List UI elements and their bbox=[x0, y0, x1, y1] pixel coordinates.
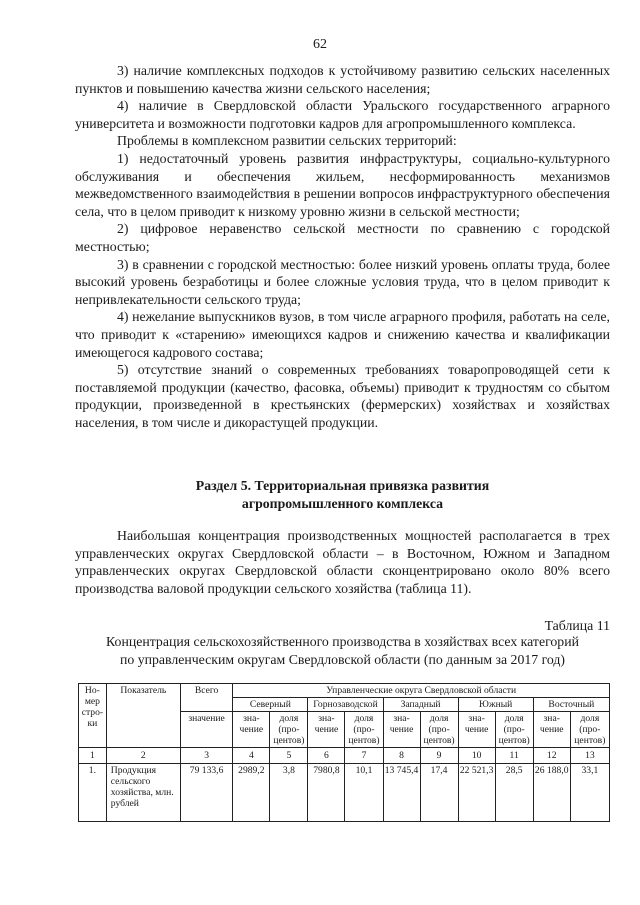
header-districts-group: Управленческие округа Свердловской области bbox=[233, 684, 610, 698]
cell-value: 22 521,3 bbox=[458, 764, 495, 822]
header-share: доля (про-центов) bbox=[570, 712, 609, 748]
row-indicator: Продукция сельского хозяйства, млн. рублей bbox=[106, 764, 180, 822]
paragraph: 2) цифровое неравенство сельской местности по сравнению с городской местностью; bbox=[75, 221, 610, 254]
header-total: Всего bbox=[180, 684, 232, 712]
table-title-line: по управленческим округам Свердловской области (по данным за 2017 год) bbox=[119, 651, 566, 667]
header-share: доля (про-центов) bbox=[270, 712, 308, 748]
table-row bbox=[79, 764, 610, 822]
page-number: 62 bbox=[313, 37, 327, 52]
table-title-line: Концентрация сельскохозяйственного производства в хозяйствах всех категорий bbox=[106, 634, 579, 649]
header-district: Южный bbox=[458, 698, 533, 712]
column-number: 5 bbox=[270, 748, 308, 764]
header-value: зна-чение bbox=[308, 712, 345, 748]
column-number: 10 bbox=[458, 748, 495, 764]
row-number: 1. bbox=[79, 764, 107, 822]
header-share: доля (про-центов) bbox=[495, 712, 533, 748]
table-title bbox=[75, 633, 610, 668]
cell-share: 28,5 bbox=[495, 764, 533, 822]
cell-value: 2989,2 bbox=[233, 764, 270, 822]
paragraph: Проблемы в комплексном развитии сельских территорий: bbox=[117, 133, 457, 149]
column-number: 4 bbox=[233, 748, 270, 764]
table-label: Таблица 11 bbox=[544, 618, 610, 633]
column-number: 9 bbox=[420, 748, 458, 764]
cell-value: 26 188,0 bbox=[533, 764, 570, 822]
header-share: доля (про-центов) bbox=[420, 712, 458, 748]
cell-total: 79 133,6 bbox=[180, 764, 232, 822]
cell-value: 13 745,4 bbox=[383, 764, 420, 822]
header-share: доля (про-центов) bbox=[345, 712, 383, 748]
body-text bbox=[75, 62, 610, 431]
column-numbers-row bbox=[79, 748, 610, 764]
column-number: 12 bbox=[533, 748, 570, 764]
cell-value: 7980,8 bbox=[308, 764, 345, 822]
column-number: 8 bbox=[383, 748, 420, 764]
cell-share: 10,1 bbox=[345, 764, 383, 822]
column-number: 1 bbox=[79, 748, 107, 764]
header-total-value: значение bbox=[180, 712, 232, 748]
header-district: Западный bbox=[383, 698, 458, 712]
paragraph: 3) наличие комплексных подходов к устойчивому развитию сельских населенных пунктов и повышению качества жизни сельского населения; bbox=[75, 63, 610, 96]
paragraph: 4) наличие в Свердловской области Уральского государственного аграрного университета и возможности подготовки кадров для агропромышленного комплекса. bbox=[75, 98, 610, 131]
header-district: Восточный bbox=[533, 698, 609, 712]
paragraph: 3) в сравнении с городской местностью: более низкий уровень оплаты труда, более высокий уровень безработицы и более сложные условия труда, что в целом приводит к непривлекательности сельского труда; bbox=[75, 256, 610, 307]
section-heading-line: Раздел 5. Территориальная привязка развития bbox=[195, 478, 490, 493]
paragraph: 5) отсутствие знаний о современных требованиях товаропроводящей сети к поставляемой продукции (качество, фасовка, объемы) приводит к трудностям со сбытом продукции, произведенной в крестьянских (фермерских) хозяйствах и хозяйствах населения, в том числе и дикорастущей продукции. bbox=[75, 362, 610, 430]
section-heading bbox=[75, 477, 610, 512]
header-row-number: Но-мер стро-ки bbox=[79, 684, 107, 748]
column-number: 7 bbox=[345, 748, 383, 764]
column-number: 6 bbox=[308, 748, 345, 764]
paragraph: 1) недостаточный уровень развития инфраструктуры, социально-культурного обслуживания и обеспечения жильем, несформированность механизмов межведомственного взаимодействия в решении вопросов инфраструктурного обеспечения села, что в целом приводит к низкому уровню жизни в сельской местности; bbox=[75, 150, 610, 219]
section-heading-line: агропромышленного комплекса bbox=[241, 495, 444, 511]
paragraph: 4) нежелание выпускников вузов, в том числе аграрного профиля, работать на селе, что приводит к «старению» имеющихся кадров и снижению качества и квалификации имеющегося кадрового состава; bbox=[75, 309, 610, 360]
section-intro bbox=[75, 527, 610, 597]
header-value: зна-чение bbox=[233, 712, 270, 748]
header-district: Северный bbox=[233, 698, 308, 712]
header-district: Горнозаводской bbox=[308, 698, 383, 712]
header-value: зна-чение bbox=[383, 712, 420, 748]
header-indicator: Показатель bbox=[106, 684, 180, 748]
header-value: зна-чение bbox=[458, 712, 495, 748]
column-number: 11 bbox=[495, 748, 533, 764]
cell-share: 3,8 bbox=[270, 764, 308, 822]
header-value: зна-чение bbox=[533, 712, 570, 748]
concentration-table bbox=[78, 683, 610, 822]
column-number: 2 bbox=[106, 748, 180, 764]
paragraph: Наибольшая концентрация производственных мощностей располагается в трех управленческих округах Свердловской области – в Восточном, Южном и Западном управленческих округах Свердловской области сконцентрировано около 80% всего производства валовой продукции сельского хозяйства (таблица 11). bbox=[75, 528, 610, 596]
cell-share: 33,1 bbox=[570, 764, 609, 822]
cell-share: 17,4 bbox=[420, 764, 458, 822]
column-number: 13 bbox=[570, 748, 609, 764]
column-number: 3 bbox=[180, 748, 232, 764]
